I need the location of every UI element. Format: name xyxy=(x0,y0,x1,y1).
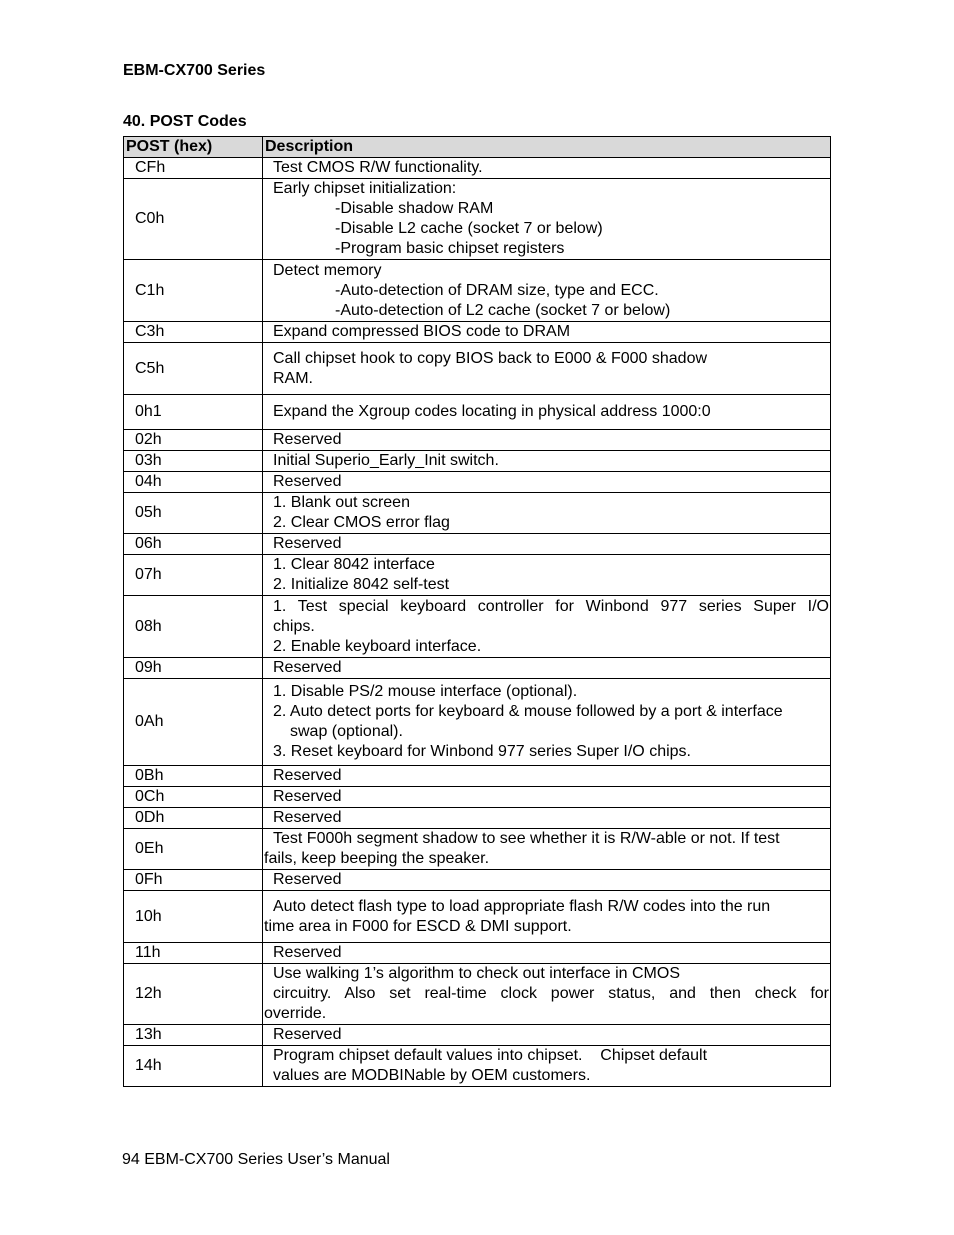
table-row xyxy=(124,343,831,395)
description-line: Early chipset initialization: xyxy=(273,180,457,197)
table-row xyxy=(124,451,831,472)
description-cell xyxy=(263,891,831,943)
table-row xyxy=(124,158,831,179)
description-cell xyxy=(263,179,831,260)
post-code-cell: C0h xyxy=(124,179,263,260)
description-line: Expand compressed BIOS code to DRAM xyxy=(273,323,571,340)
description-cell xyxy=(263,964,831,1025)
description-line: Reserved xyxy=(273,1026,342,1043)
description-line: Test F000h segment shadow to see whether it is R/W-able or not. If test xyxy=(273,830,780,847)
description-line: chips. xyxy=(273,617,315,635)
post-code-cell: 0Fh xyxy=(124,870,263,891)
table-row xyxy=(124,679,831,766)
table-row xyxy=(124,534,831,555)
post-code-cell: 07h xyxy=(124,555,263,596)
table-row xyxy=(124,766,831,787)
description-cell xyxy=(263,158,831,179)
description-line: Reserved xyxy=(273,788,342,805)
table-row xyxy=(124,596,831,658)
section-title: 40. POST Codes xyxy=(123,113,247,130)
description-cell xyxy=(263,808,831,829)
description-line: RAM. xyxy=(273,369,313,387)
post-code-cell: CFh xyxy=(124,158,263,179)
post-code-cell: 14h xyxy=(124,1046,263,1087)
description-line: 2. Initialize 8042 self-test xyxy=(273,576,450,593)
description-line: override. xyxy=(264,1005,327,1022)
description-line: -Auto-detection of DRAM size, type and ECC. xyxy=(335,281,659,299)
description-cell xyxy=(263,870,831,891)
description-line: Initial Superio_Early_Init switch. xyxy=(273,452,499,469)
description-line: -Program basic chipset registers xyxy=(335,240,565,257)
description-cell xyxy=(263,343,831,395)
table-row xyxy=(124,658,831,679)
description-line: -Auto-detection of L2 cache (socket 7 or below) xyxy=(335,301,671,319)
description-cell xyxy=(263,472,831,493)
description-line: 3. Reset keyboard for Winbond 977 series Super I/O chips. xyxy=(273,743,691,760)
table-row xyxy=(124,829,831,870)
post-code-cell: 13h xyxy=(124,1025,263,1046)
table-row xyxy=(124,787,831,808)
description-line: 2. Auto detect ports for keyboard & mouse followed by a port & interface xyxy=(273,703,783,720)
post-code-cell: 02h xyxy=(124,430,263,451)
description-cell xyxy=(263,493,831,534)
description-line: swap (optional). xyxy=(290,723,403,740)
description-cell xyxy=(263,596,831,658)
description-line: Program chipset default values into chipset. Chipset default xyxy=(273,1047,708,1064)
description-line: 2. Enable keyboard interface. xyxy=(273,637,482,655)
description-cell xyxy=(263,555,831,596)
description-cell xyxy=(263,679,831,766)
table-row xyxy=(124,1046,831,1087)
description-cell xyxy=(263,260,831,322)
description-line: values are MODBINable by OEM customers. xyxy=(273,1067,591,1084)
description-line: 1. Test special keyboard controller for Winbond 977 series Super I/O xyxy=(273,597,829,615)
table-row xyxy=(124,322,831,343)
description-cell xyxy=(263,766,831,787)
description-line: Reserved xyxy=(273,659,342,676)
post-code-cell: 04h xyxy=(124,472,263,493)
description-line: Use walking 1’s algorithm to check out interface in CMOS xyxy=(273,965,680,982)
description-line: 1. Clear 8042 interface xyxy=(273,556,435,573)
post-code-cell: 0Ah xyxy=(124,679,263,766)
post-code-cell: C5h xyxy=(124,343,263,395)
post-code-cell: 05h xyxy=(124,493,263,534)
post-code-cell: 0h1 xyxy=(124,395,263,430)
description-cell xyxy=(263,430,831,451)
post-code-cell: 09h xyxy=(124,658,263,679)
post-code-cell: 0Ch xyxy=(124,787,263,808)
description-line: Reserved xyxy=(273,431,342,448)
table-row xyxy=(124,1025,831,1046)
description-line: -Disable L2 cache (socket 7 or below) xyxy=(335,220,603,237)
table-row xyxy=(124,943,831,964)
description-line: 2. Clear CMOS error flag xyxy=(273,514,450,531)
description-cell xyxy=(263,829,831,870)
column-header-post-hex: POST (hex) xyxy=(124,137,263,158)
description-line: Reserved xyxy=(273,944,342,961)
description-line: Reserved xyxy=(273,871,342,888)
description-line: 1. Blank out screen xyxy=(273,494,410,511)
description-line: Reserved xyxy=(273,767,342,784)
running-header-title: EBM-CX700 Series xyxy=(123,62,266,79)
description-line: Auto detect flash type to load appropriate flash R/W codes into the run xyxy=(273,897,771,915)
post-code-cell: 03h xyxy=(124,451,263,472)
description-line: Reserved xyxy=(273,809,342,826)
description-cell xyxy=(263,787,831,808)
description-line: -Disable shadow RAM xyxy=(335,200,494,217)
table-row xyxy=(124,395,831,430)
table-row xyxy=(124,472,831,493)
description-line: time area in F000 for ESCD & DMI support. xyxy=(264,917,572,935)
description-line: Detect memory xyxy=(273,261,382,279)
post-code-cell: C1h xyxy=(124,260,263,322)
description-line: Test CMOS R/W functionality. xyxy=(273,159,483,176)
post-codes-table xyxy=(123,136,831,1087)
post-code-cell: 12h xyxy=(124,964,263,1025)
description-line: Expand the Xgroup codes locating in physical address 1000:0 xyxy=(273,403,711,420)
post-code-cell: 08h xyxy=(124,596,263,658)
description-cell xyxy=(263,534,831,555)
description-line: circuitry. Also set real-time clock power status, and then check for xyxy=(273,985,829,1002)
description-line: 1. Disable PS/2 mouse interface (optional). xyxy=(273,683,578,700)
table-row xyxy=(124,430,831,451)
description-cell xyxy=(263,658,831,679)
description-cell xyxy=(263,395,831,430)
table-row xyxy=(124,179,831,260)
description-cell xyxy=(263,322,831,343)
table-row xyxy=(124,555,831,596)
description-cell xyxy=(263,451,831,472)
description-line: fails, keep beeping the speaker. xyxy=(264,850,490,867)
description-cell xyxy=(263,1046,831,1087)
table-row xyxy=(124,260,831,322)
post-code-cell: C3h xyxy=(124,322,263,343)
table-row xyxy=(124,870,831,891)
description-line: Reserved xyxy=(273,473,342,490)
description-cell xyxy=(263,1025,831,1046)
page-footer: 94 EBM-CX700 Series User’s Manual xyxy=(122,1151,390,1168)
post-code-cell: 10h xyxy=(124,891,263,943)
table-row xyxy=(124,964,831,1025)
table-row xyxy=(124,891,831,943)
table-row xyxy=(124,493,831,534)
table-header-row xyxy=(124,137,831,158)
description-line: Call chipset hook to copy BIOS back to E000 & F000 shadow xyxy=(273,349,708,367)
post-code-cell: 06h xyxy=(124,534,263,555)
post-code-cell: 11h xyxy=(124,943,263,964)
column-header-description: Description xyxy=(263,137,831,158)
description-line: Reserved xyxy=(273,535,342,552)
description-cell xyxy=(263,943,831,964)
post-code-cell: 0Bh xyxy=(124,766,263,787)
table-row xyxy=(124,808,831,829)
post-code-cell: 0Eh xyxy=(124,829,263,870)
post-code-cell: 0Dh xyxy=(124,808,263,829)
